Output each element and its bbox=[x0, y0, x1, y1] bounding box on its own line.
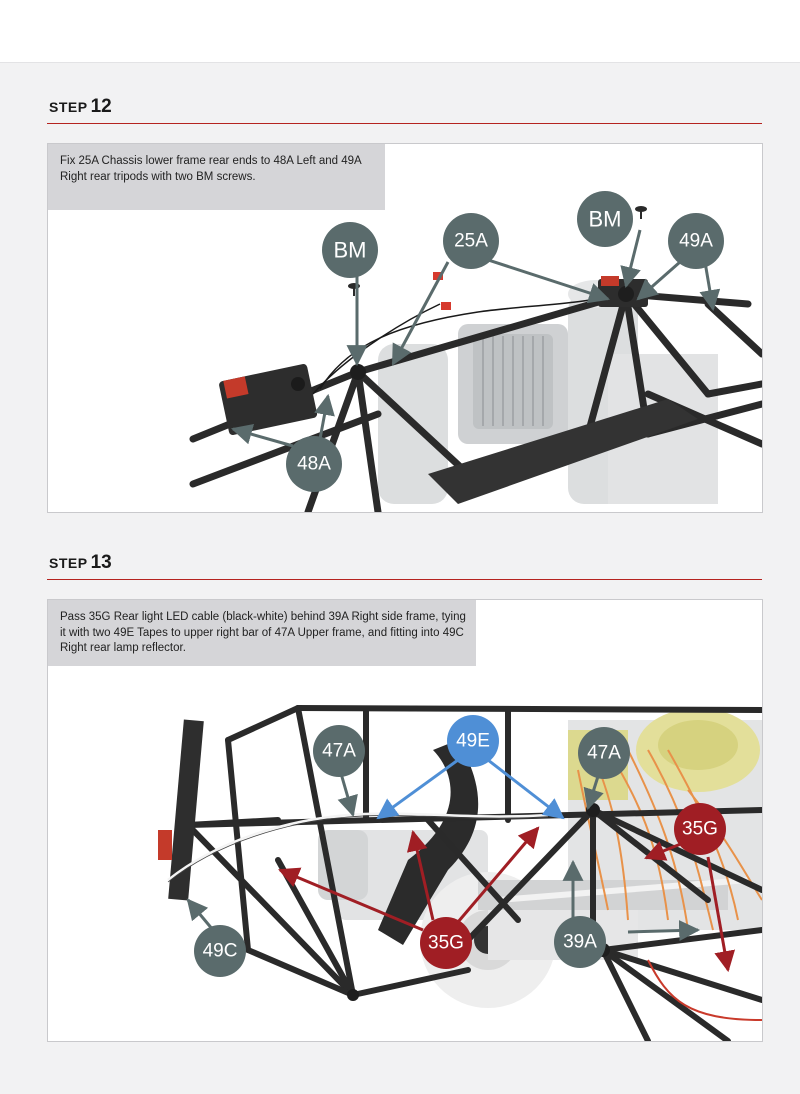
callout-49a bbox=[668, 213, 724, 269]
connector bbox=[441, 302, 451, 310]
frame-node bbox=[347, 989, 359, 1001]
page-top-band bbox=[0, 0, 800, 63]
svg-text:47A: 47A bbox=[587, 742, 621, 764]
svg-text:49A: 49A bbox=[679, 230, 713, 252]
bm-screw-icon bbox=[635, 206, 647, 219]
tripod-node bbox=[618, 286, 634, 302]
callout-47a bbox=[578, 727, 630, 779]
svg-text:35G: 35G bbox=[682, 818, 718, 840]
callout-25a bbox=[443, 213, 499, 269]
step-word: STEP bbox=[49, 99, 88, 115]
svg-text:35G: 35G bbox=[428, 932, 464, 954]
callout-49e bbox=[447, 715, 499, 767]
step-13-caption: Pass 35G Rear light LED cable (black-white) behind 39A Right side frame, tying it with two 49E Tapes to upper right bar of 47A Upper frame, and fitting into 49C Right rear lamp reflector. bbox=[48, 600, 476, 666]
callout-bm bbox=[577, 191, 633, 247]
callout-47a bbox=[313, 725, 365, 777]
callout-35g bbox=[674, 803, 726, 855]
svg-text:47A: 47A bbox=[322, 740, 356, 762]
svg-text:49E: 49E bbox=[456, 730, 490, 752]
step-word: STEP bbox=[49, 555, 88, 571]
svg-text:49C: 49C bbox=[202, 940, 238, 962]
callout-49c bbox=[194, 925, 246, 977]
step-13-illustration-panel bbox=[47, 599, 763, 1042]
svg-text:39A: 39A bbox=[563, 931, 597, 953]
step-13-assembly-illustration bbox=[48, 600, 762, 1041]
callout-48a bbox=[286, 436, 342, 492]
svg-text:BM: BM bbox=[333, 237, 367, 263]
svg-text:48A: 48A bbox=[297, 453, 331, 475]
left-rear-lamp-column bbox=[158, 719, 204, 900]
step-13-header bbox=[47, 549, 762, 580]
step-12-caption: Fix 25A Chassis lower frame rear ends to 48A Left and 49A Right rear tripods with two BM screws. bbox=[48, 144, 385, 210]
step-12-header bbox=[47, 93, 762, 124]
tripod-node bbox=[350, 364, 366, 380]
step-12-illustration-panel bbox=[47, 143, 763, 513]
svg-text:BM: BM bbox=[588, 206, 622, 232]
step-number: 13 bbox=[90, 552, 112, 573]
svg-text:25A: 25A bbox=[454, 230, 488, 252]
callout-bm bbox=[322, 222, 378, 278]
step-number: 12 bbox=[90, 96, 112, 117]
callout-39a bbox=[554, 916, 606, 968]
callout-35g bbox=[420, 917, 472, 969]
left-rear-lamp bbox=[218, 363, 317, 436]
